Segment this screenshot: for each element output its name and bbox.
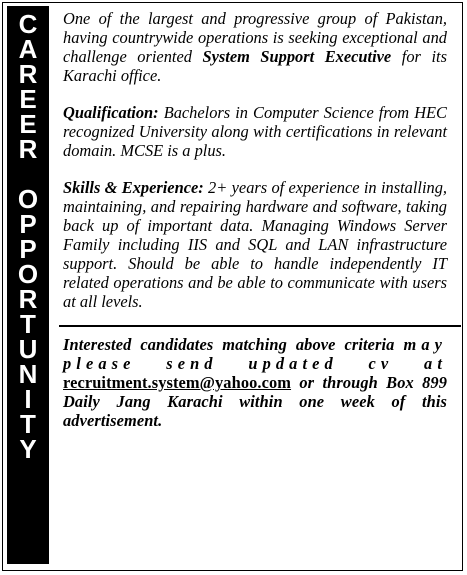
banner-letter: A xyxy=(18,34,38,64)
position-title: System Support Executive xyxy=(202,47,392,66)
banner-letter: T xyxy=(20,309,36,339)
banner-letter: O xyxy=(17,259,39,289)
apply-line2: may please send updated cv at xyxy=(63,335,447,373)
qualification-paragraph xyxy=(63,103,447,160)
banner-letter: C xyxy=(18,9,38,39)
qualification-label: Qualification: xyxy=(63,103,159,122)
skills-text: 2+ years of experience in installing, maintaining, and repairing hardware and software, taking back up of important data. Managing Windows Server Family including IIS and SQL and LAN infrastructure support. Should be able to handle independently IT related operations and be able to communicate with users at all levels. xyxy=(63,178,447,311)
intro-paragraph xyxy=(63,9,447,85)
career-opportunity-banner xyxy=(7,6,49,564)
divider xyxy=(59,325,461,327)
apply-after-email: or through xyxy=(299,373,378,392)
job-advertisement xyxy=(2,2,463,571)
banner-letter: P xyxy=(19,234,37,264)
banner-letter: R xyxy=(18,59,38,89)
banner-letter: Y xyxy=(19,434,37,464)
banner-letter: R xyxy=(18,134,38,164)
banner-letter: I xyxy=(24,384,32,414)
email-link[interactable]: recruitment.system@yahoo.com xyxy=(63,373,292,392)
banner-letter: O xyxy=(17,184,39,214)
banner-letter: T xyxy=(20,409,36,439)
ad-body xyxy=(63,9,447,430)
banner-letter: E xyxy=(19,109,37,139)
apply-line1: Interested candidates matching above criteria xyxy=(63,335,395,354)
qualification-text: Bachelors in Computer Science from HEC recognized University along with certifications in relevant domain. MCSE is a plus. xyxy=(63,103,447,160)
skills-paragraph xyxy=(63,178,447,311)
apply-tail: Box 899 Daily Jang Karachi within one week of this advertisement. xyxy=(63,373,447,430)
banner-text xyxy=(7,9,49,464)
apply-paragraph xyxy=(63,335,447,430)
skills-label: Skills & Experience: xyxy=(63,178,204,197)
banner-letter: P xyxy=(19,209,37,239)
intro-text: One of the largest and progressive group of Pakistan, having countrywide operations is seeking exceptional and challenge oriented xyxy=(63,9,447,66)
banner-letter: U xyxy=(18,334,38,364)
banner-letter: N xyxy=(18,359,38,389)
intro-suffix: for its Karachi office. xyxy=(63,47,447,85)
banner-letter: R xyxy=(18,284,38,314)
banner-letter: E xyxy=(19,84,37,114)
